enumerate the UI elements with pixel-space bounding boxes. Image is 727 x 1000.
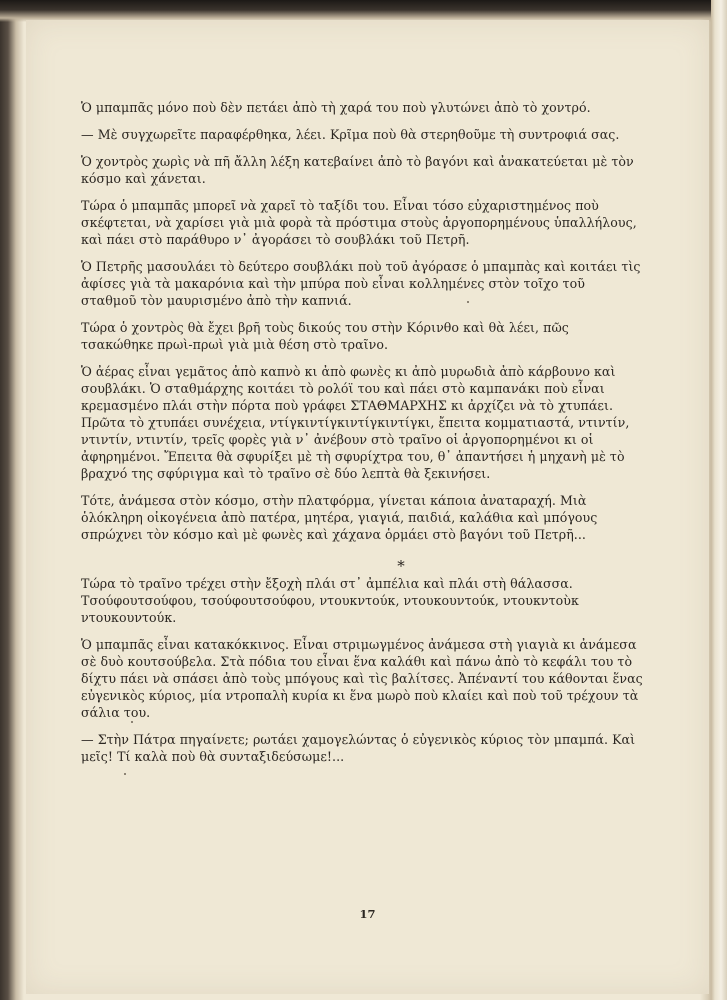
- paragraph: — Μὲ συγχωρεῖτε παραφέρθηκα, λέει. Κρῖμα ποὺ θὰ στερηθοῦμε τὴ συντροφιά σας.: [81, 127, 620, 142]
- paper-speck: [124, 773, 126, 775]
- paragraph: Τώρα ὁ μπαμπᾶς μπορεῖ νὰ χαρεῖ τὸ ταξίδι του. Εἶναι τόσο εὐχαριστημένος ποὺ σκέφτεται, νὰ χαρίσει γιὰ μιὰ φορὰ τὰ πρόστιμα στοὺς ἀργοπορημένους ὑπαλλήλους, καὶ πάει στὸ παράθυρο ν᾽ ἀγοράσει τὸ σουβλάκι τοῦ Πετρῆ.: [81, 198, 637, 247]
- paragraph: Ὁ χοντρὸς χωρὶς νὰ πῆ ἄλλη λέξη κατεβαίνει ἀπὸ τὸ βαγόνι καὶ ἀνακατεύεται μὲ τὸν κόσμο καὶ χάνεται.: [81, 154, 634, 186]
- page-top-edge: [0, 0, 727, 22]
- paragraph: Τώρα ὁ χοντρὸς θὰ ἔχει βρῆ τοὺς δικούς του στὴν Κόρινθο καὶ θὰ λέει, πῶς τσακώθηκε πρωὶ-πρωὶ γιὰ μιὰ θέση στὸ τραῖνο.: [81, 320, 569, 352]
- paragraph: Τώρα τὸ τραῖνο τρέχει στὴν ἔξοχὴ πλάι στ᾽ ἀμπέλια καὶ πλάι στὴ θάλασσα. Τσούφουτσούφου, τσούφουτσούφου, ντουκντούκ, ντουκουντούκ, ντουκντοὺκ ντουκουντούκ.: [81, 576, 579, 625]
- paragraph: — Στὴν Πάτρα πηγαίνετε; ρωτάει χαμογελώντας ὁ εὐγενικὸς κύριος τὸν μπαμπά. Καὶ μεῖς! Τί καλὰ ποὺ θὰ συνταξιδεύσωμε!...: [81, 732, 636, 764]
- paper-speck: [131, 721, 133, 723]
- binding-edge: [711, 0, 727, 1000]
- page-number: 17: [359, 907, 376, 921]
- paragraph: Τότε, ἀνάμεσα στὸν κόσμο, στὴν πλατφόρμα, γίνεται κάποια ἀναταραχή. Μιὰ ὁλόκληρη οἰκογένεια ἀπὸ πατέρα, μητέρα, γιαγιά, παιδιά, καλάθια καὶ μπόγους σπρώχνει τὸν κόσμο καὶ μὲ φωνὲς καὶ χάχανα ὁρμάει στὸ βαγόνι τοῦ Πετρῆ...: [81, 493, 598, 542]
- paragraph: Ὁ μπαμπᾶς εἶναι κατακόκκινος. Εἶναι στριμωγμένος ἀνάμεσα στὴ γιαγιὰ κι ἀνάμεσα σὲ δυὸ κουτσούβελα. Στὰ πόδια του εἶναι ἕνα καλάθι καὶ πάνω ἀπὸ τὸ κεφάλι του τὸ δίχτυ πάει νὰ σπάσει ἀπὸ τοὺς μπόγους καὶ τὶς βαλίτσες. Ἀπέναντί του κάθονται ἕνας εὐγενικὸς κύριος, μία ντροπαλὴ κυρία κι ἕνα μωρὸ ποὺ κλαίει καὶ ποὺ τοῦ τρέχουν τὰ σάλια του.: [81, 637, 643, 720]
- paper-speck: [467, 301, 469, 303]
- paragraph: Ὁ ἀέρας εἶναι γεμᾶτος ἀπὸ καπνὸ κι ἀπὸ φωνὲς κι ἀπὸ μυρωδιὰ ἀπὸ κάρβουνο καὶ σουβλάκι. Ὁ σταθμάρχης κοιτάει τὸ ρολόϊ του καὶ πάει στὸ καμπανάκι ποὺ εἶναι κρεμασμένο πλάι στὴν πόρτα ποὺ γράφει ΣΤΑΘΜΑΡΧΗΣ κι ἀρχίζει νὰ τὸ χτυπάει. Πρῶτα τὸ χτυπάει συνέχεια, ντίγκιντίγκιντίγκιντίγκι, ἔπειτα κομματιαστά, ντιντίν, ντιντίν, ντιντίν, τρεῖς φορὲς γιὰ ν᾽ ἀνέβουν στὸ τραῖνο οἱ ἀργοπορημένοι κι οἱ ἀφηρημένοι. Ἔπειτα θὰ σφυρίξει μὲ τὴ σφυρίχτρα του, θ᾽ ἀπαντήσει ἡ μηχανὴ μὲ τὸ βραχνό της σφύριγμα καὶ τὸ τραῖνο σὲ δύο λεπτὰ θὰ ξεκινήσει.: [81, 364, 630, 481]
- paragraph: Ὁ Πετρῆς μασουλάει τὸ δεύτερο σουβλάκι ποὺ τοῦ ἀγόρασε ὁ μπαμπὰς καὶ κοιτάει τὶς ἀφίσες γιὰ τὰ μακαρόνια καὶ τὴν μπύρα ποὺ εἶναι κολλημένες στὸν τοῖχο τοῦ σταθμοῦ τὸν μαυρισμένο ἀπὸ τὴν καπνιά.: [81, 259, 641, 308]
- book-page: [26, 20, 709, 994]
- paragraph: Ὁ μπαμπᾶς μόνο ποὺ δὲν πετάει ἀπὸ τὴ χαρά του ποὺ γλυτώνει ἀπὸ τὸ χοντρό.: [81, 100, 591, 115]
- section-separator: *: [397, 557, 405, 575]
- body-text: [81, 99, 681, 775]
